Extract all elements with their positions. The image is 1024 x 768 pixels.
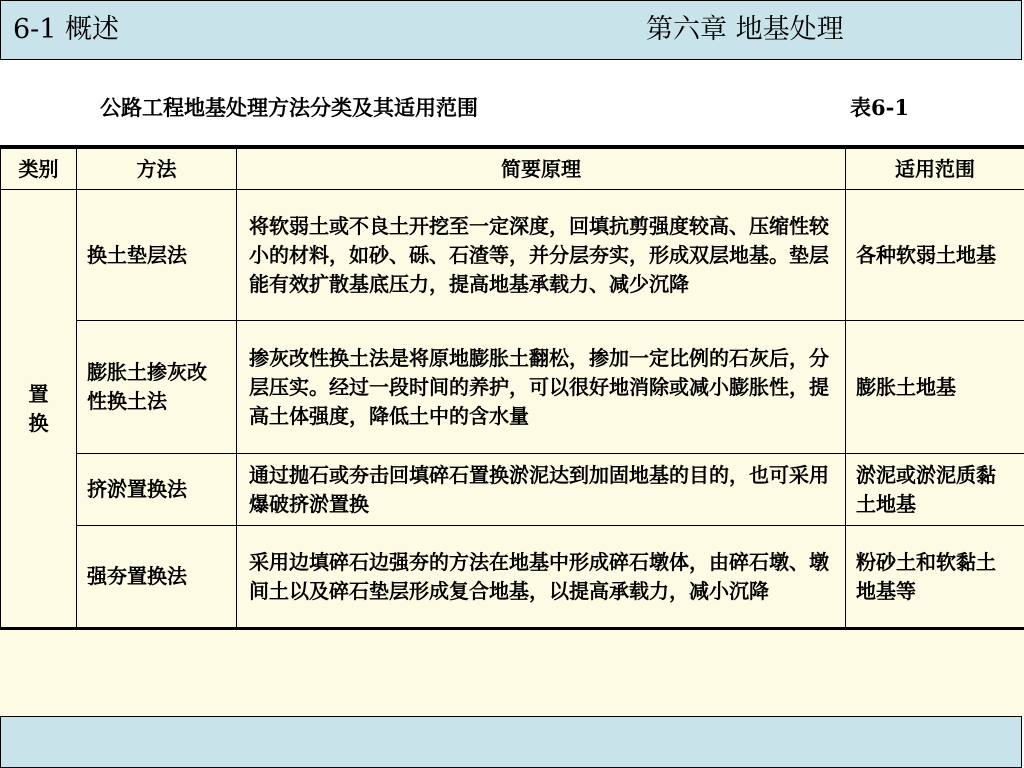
methods-table-container	[0, 145, 1024, 630]
scope-cell: 膨胀土地基	[846, 321, 1024, 454]
slide-footer	[0, 716, 1022, 768]
header-scope: 适用范围	[846, 149, 1024, 190]
principle-cell: 掺灰改性换土法是将原地膨胀土翻松，掺加一定比例的石灰后，分层压实。经过一段时间的养护，可以很好地消除或减小膨胀性，提高土体强度，降低土中的含水量	[237, 321, 846, 454]
method-cell: 挤淤置换法	[77, 454, 237, 526]
header-principle: 简要原理	[237, 149, 846, 190]
section-title: 6-1 概述	[13, 14, 120, 45]
table-number: 表6-1	[850, 95, 909, 120]
table-title: 公路工程地基处理方法分类及其适用范围	[100, 95, 478, 120]
scope-cell: 粉砂土和软黏土地基等	[846, 526, 1024, 628]
chapter-title: 第六章 地基处理	[646, 14, 844, 45]
category-label: 置换	[28, 381, 49, 435]
table-row	[1, 190, 1024, 321]
method-cell: 换土垫层法	[77, 190, 237, 321]
category-cell	[1, 190, 77, 628]
table-row	[1, 321, 1024, 454]
scope-cell: 各种软弱土地基	[846, 190, 1024, 321]
table-row	[1, 454, 1024, 526]
method-cell: 强夯置换法	[77, 526, 237, 628]
content-background	[0, 630, 1024, 716]
method-cell: 膨胀土掺灰改性换土法	[77, 321, 237, 454]
table-row	[1, 526, 1024, 628]
principle-cell: 将软弱土或不良土开挖至一定深度，回填抗剪强度较高、压缩性较小的材料，如砂、砾、石渣等，并分层夯实，形成双层地基。垫层能有效扩散基底压力，提高地基承载力、减少沉降	[237, 190, 846, 321]
header-method: 方法	[77, 149, 237, 190]
header-category: 类别	[1, 149, 77, 190]
scope-cell: 淤泥或淤泥质黏土地基	[846, 454, 1024, 526]
principle-cell: 采用边填碎石边强夯的方法在地基中形成碎石墩体，由碎石墩、墩间土以及碎石垫层形成复合地基，以提高承载力，减小沉降	[237, 526, 846, 628]
principle-cell: 通过抛石或夯击回填碎石置换淤泥达到加固地基的目的，也可采用爆破挤淤置换	[237, 454, 846, 526]
table-header-row	[1, 149, 1024, 190]
slide-header	[0, 0, 1022, 60]
methods-table	[0, 148, 1024, 628]
